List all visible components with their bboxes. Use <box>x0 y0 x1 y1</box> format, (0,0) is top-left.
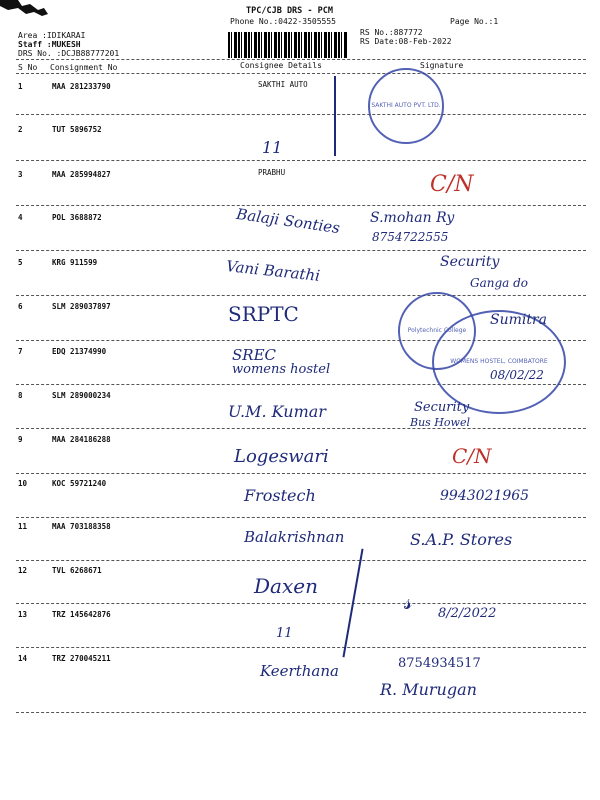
row-consignment: KOC 59721240 <box>52 479 107 488</box>
row-consignment: SLM 289037897 <box>52 302 111 311</box>
handwritten-stroke <box>334 76 336 156</box>
rs-date: RS Date:08-Feb-2022 <box>360 37 452 46</box>
row-divider <box>16 560 586 561</box>
stamp-sakthi-auto: SAKTHI AUTO PVT. LTD. <box>368 68 444 144</box>
row-sno: 13 <box>18 610 28 619</box>
row-sno: 4 <box>18 213 23 222</box>
area-label: Area :IDIKARAI <box>18 31 86 40</box>
handwritten-name: Vani Barathi <box>225 257 321 285</box>
column-sno: S No <box>18 63 38 72</box>
row-sno: 12 <box>18 566 28 575</box>
row-consignment: MAA 284186288 <box>52 435 111 444</box>
row-consignment: SLM 289000234 <box>52 391 111 400</box>
row-sno: 14 <box>18 654 28 663</box>
row-divider <box>16 295 586 296</box>
column-consignee: Consignee Details <box>240 61 322 70</box>
handwritten-signature: Security <box>414 400 470 415</box>
row-sno: 1 <box>18 82 23 91</box>
handwritten-ditto: 11 <box>276 626 293 641</box>
handwritten-name: Logeswari <box>234 446 329 467</box>
row-sno: 7 <box>18 347 23 356</box>
handwritten-signature: Bus Howel <box>410 416 470 429</box>
handwritten-signature: S.A.P. Stores <box>410 530 513 549</box>
row-sno: 3 <box>18 170 23 179</box>
row-sno: 11 <box>18 522 28 531</box>
handwritten-signature: R. Murugan <box>380 680 477 699</box>
row-consignee: SAKTHI AUTO <box>258 80 308 89</box>
handwritten-date: 8/2/2022 <box>438 606 497 621</box>
handwritten-name: Balaji Sonties <box>235 204 342 238</box>
handwritten-name: SRPTC <box>228 302 299 326</box>
header-divider-bottom <box>16 73 586 74</box>
row-divider <box>16 114 586 115</box>
handwritten-signature: S.mohan Ry <box>370 210 455 226</box>
handwritten-name: Balakrishnan <box>244 528 345 546</box>
header-divider-top <box>16 59 586 60</box>
row-consignment: MAA 281233790 <box>52 82 111 91</box>
handwritten-phone: 8754722555 <box>372 230 449 244</box>
handwritten-cn: C/N <box>452 444 492 468</box>
stamp-polytechnic: Polytechnic College <box>398 292 476 370</box>
row-consignment: EDQ 21374990 <box>52 347 107 356</box>
row-sno: 5 <box>18 258 23 267</box>
row-divider <box>16 647 586 648</box>
row-sno: 8 <box>18 391 23 400</box>
barcode <box>228 32 348 58</box>
handwritten-name: womens hostel <box>232 362 331 377</box>
row-consignee: PRABHU <box>258 168 286 177</box>
row-divider <box>16 205 586 206</box>
row-sno: 2 <box>18 125 23 134</box>
row-consignment: TUT 5896752 <box>52 125 102 134</box>
handwritten-signature: 𝓈 <box>404 590 413 615</box>
handwritten-ditto: 11 <box>262 138 283 157</box>
handwritten-date: 08/02/22 <box>490 368 544 382</box>
row-divider <box>16 473 586 474</box>
row-sno: 6 <box>18 302 23 311</box>
handwritten-signature: Sumitra <box>490 312 548 328</box>
row-divider <box>16 428 586 429</box>
row-sno: 10 <box>18 479 28 488</box>
row-consignment: MAA 703188358 <box>52 522 111 531</box>
handwritten-signature: Ganga do <box>470 276 529 290</box>
column-signature: Signature <box>420 61 464 70</box>
staff-label: Staff :MUKESH <box>18 40 81 49</box>
handwritten-cn: C/N <box>430 172 474 197</box>
scan-artifact <box>0 0 60 20</box>
row-consignment: KRG 911599 <box>52 258 98 267</box>
rs-number: RS No.:887772 <box>360 28 423 37</box>
row-sno: 9 <box>18 435 23 444</box>
row-divider <box>16 160 586 161</box>
handwritten-name: Daxen <box>254 574 318 598</box>
phone-number: Phone No.:0422-3505555 <box>230 17 336 26</box>
page-number: Page No.:1 <box>450 17 499 26</box>
row-consignment: TVL 6268671 <box>52 566 102 575</box>
row-consignment: MAA 285994827 <box>52 170 111 179</box>
drs-number: DRS No. :DCJB88777201 <box>18 49 120 58</box>
handwritten-name: SREC <box>232 346 276 364</box>
document-title: TPC/CJB DRS - PCM <box>246 6 333 16</box>
row-divider <box>16 250 586 251</box>
row-divider <box>16 603 586 604</box>
row-divider <box>16 712 586 713</box>
column-consignment: Consignment No <box>50 63 118 72</box>
handwritten-name: Frostech <box>244 486 316 505</box>
row-consignment: POL 3688872 <box>52 213 102 222</box>
handwritten-signature: Security <box>440 254 500 270</box>
handwritten-name: Keerthana <box>260 662 339 680</box>
handwritten-phone: 9943021965 <box>440 488 530 504</box>
row-consignment: TRZ 145642876 <box>52 610 111 619</box>
row-consignment: TRZ 270045211 <box>52 654 111 663</box>
handwritten-name: U.M. Kumar <box>228 402 326 421</box>
stamp-womens-hostel: WOMENS HOSTEL, COIMBATORE <box>432 310 566 414</box>
row-divider <box>16 517 586 518</box>
handwritten-phone: 8754934517 <box>398 656 481 671</box>
